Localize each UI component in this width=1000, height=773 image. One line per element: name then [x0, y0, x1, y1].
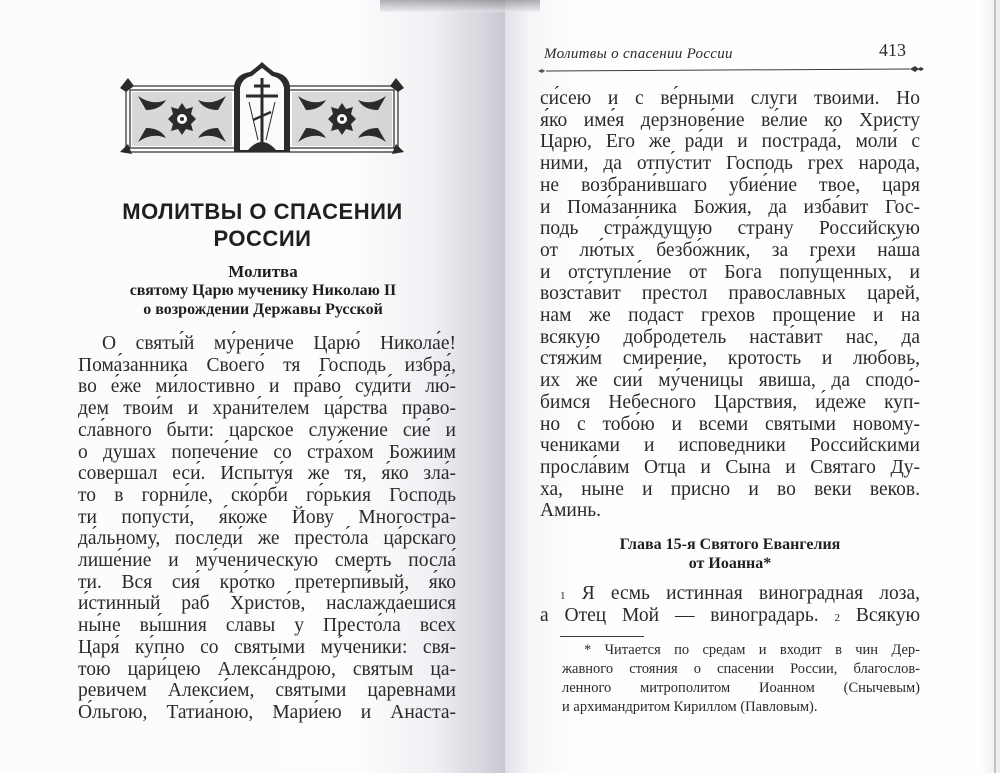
- verse-text: Всякую: [855, 605, 921, 626]
- footnote-line: ленного митрополитом Иоанном (Снычевым): [562, 680, 920, 696]
- text-line: си́сею и с ве́рными слуги твоими. Но: [540, 88, 920, 109]
- text-line: Пома́занника Своего́ тя Господь избра́,: [78, 354, 456, 376]
- prayer-body-right: [540, 88, 920, 522]
- prayer-heading-line: святому Царю мученику Николаю II: [129, 282, 397, 299]
- prayer-heading: [108, 262, 418, 319]
- text-line: дем твои́м и храни́телем ца́рства право-: [78, 398, 456, 420]
- text-line: О святы́й му́рениче Царю́ Никола́е!: [102, 333, 456, 354]
- orthodox-cross-headpiece-icon: [118, 62, 406, 157]
- text-line: ха, ныне и присно и во веки веков.: [540, 478, 920, 500]
- text-line: тою цари́цею Алекса́ндрою, святым ца-: [78, 658, 456, 680]
- text-line: нам же подаст грехов прощение и на: [540, 305, 920, 327]
- gospel-heading-line: от Иоанна*: [688, 555, 772, 572]
- text-line: подь стра́ждущую страну Российскую: [540, 218, 920, 240]
- text-line: и отступле́ние от Бога попу́щенных, и: [540, 261, 920, 283]
- verse-line: [560, 583, 920, 605]
- gospel-heading: [540, 535, 920, 573]
- verse-text: а Отец Мой — виноградарь.: [540, 605, 819, 626]
- text-line: от лю́тых безбо́жник, за грехи на́ша: [540, 239, 920, 261]
- verse-number: 1: [560, 590, 566, 602]
- gospel-verses: [540, 583, 921, 627]
- footnote-line: * Читается по средам и входит в чин Дер-: [584, 642, 920, 658]
- text-line: лише́ние и му́ченическую смерть посла́: [78, 550, 456, 572]
- text-line: не возбрани́вшаго убие́ние твое, царя: [540, 174, 920, 196]
- footnote-line: и архимандритом Кириллом (Павловым).: [562, 699, 818, 715]
- text-line: во е́же ми́лостивно и пра́во суди́ти лю́-: [78, 376, 456, 398]
- footnote-rule: [560, 636, 644, 637]
- text-line: о душах попече́ние со стра́хом Божиим: [78, 441, 456, 463]
- page-number: 413: [879, 40, 906, 60]
- text-line: Царя́ ку́пно со святыми му́ченики: свя-: [78, 636, 456, 658]
- text-line: и́стинный раб Христо́в, наслажда́ешися: [78, 593, 456, 615]
- chapter-title: [110, 198, 415, 252]
- text-line: Аминь.: [540, 500, 602, 522]
- running-head: [540, 40, 920, 66]
- text-line: но с тобо́ю и всеми святыми новому-: [540, 413, 920, 435]
- gospel-heading-line: Глава 15-я Святого Евангелия: [619, 536, 841, 553]
- prayer-heading-line: Молитва: [228, 262, 298, 281]
- text-line: О́льгою, Татиа́ною, Мари́ею и Анаста-: [78, 701, 456, 723]
- text-line: ревичем Алекси́ем, святыми царевнами: [78, 680, 456, 702]
- prayer-body-left: [78, 333, 456, 724]
- text-line: Царю, Его же ра́ди и пострада́, моли́ с: [540, 131, 920, 153]
- text-line: ними, да отпу́стит Господь грех народа,: [540, 153, 920, 175]
- page-edge: [994, 0, 996, 773]
- chapter-title-line: МОЛИТВЫ О СПАСЕНИИ: [122, 199, 403, 224]
- text-line: просла́вим Отца и Сына и Святаго Ду-: [540, 456, 920, 478]
- text-line: совершал еси́. Испыту́я же тя, я́ко зла́-: [78, 463, 456, 485]
- gutter-shadow: [380, 0, 540, 12]
- verse-line: [540, 605, 920, 627]
- text-line: то в горни́ле, ско́рби го́рькия Господь: [78, 484, 456, 506]
- text-line: стяжи́м смирение, кротость и любовь,: [540, 348, 920, 370]
- text-line: да́льному, последи́ же престо́ла ца́рскаго: [78, 528, 456, 550]
- footnote: [562, 641, 920, 717]
- text-line: я́ко име́я дерзнове́ние ве́лие ко Христу: [540, 109, 920, 131]
- text-line: бимся Небесного Царствия, и́деже куп-: [540, 391, 920, 413]
- running-head-rule-icon: [538, 66, 924, 74]
- running-head-title: Молитвы о спасении России: [544, 46, 733, 62]
- text-line: возста́вит престол православных царей,: [540, 283, 920, 305]
- verse-number: 2: [834, 612, 840, 624]
- text-line: чениками и исповедники Российскими: [540, 435, 920, 457]
- text-line: их же сии́ му́ченицы явиша, да сподо́-: [540, 370, 920, 392]
- text-line: ны́не вы́шния славы у Престо́ла всех: [78, 615, 456, 637]
- text-line: ти. Вся сия́ кро́тко претерпи́вый, я́ко: [78, 571, 456, 593]
- text-line: всякую добродетель наста́вит нас, да: [540, 326, 920, 348]
- footnote-line: жавного стояния о спасении России, благослов-: [562, 661, 920, 677]
- prayer-heading-line: о возрождении Державы Русской: [143, 301, 383, 318]
- text-line: ти попусти́, я́коже Йову Многостра-: [78, 506, 456, 528]
- text-line: и Пома́занника Божия, да изба́вит Гос-: [540, 196, 920, 218]
- text-line: сла́вного быти: царское служение сие́ и: [78, 419, 456, 441]
- chapter-title-line: РОССИИ: [213, 226, 312, 251]
- verse-text: Я есмь истинная виноградная лоза,: [581, 583, 920, 604]
